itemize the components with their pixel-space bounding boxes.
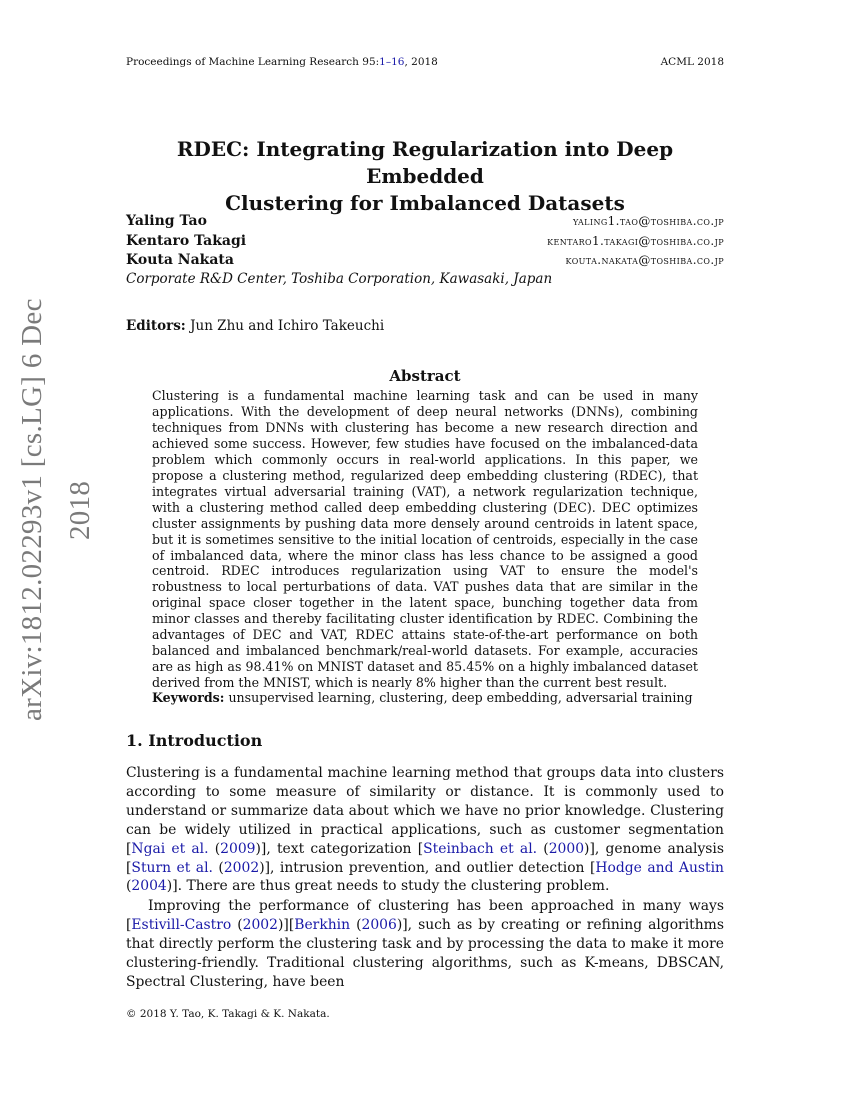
citation-link[interactable]: Sturn et al. — [131, 859, 213, 876]
citation-year-link[interactable]: 2009 — [220, 840, 256, 857]
editors-line — [126, 318, 384, 334]
citation-link[interactable]: Berkhin — [294, 916, 351, 933]
author-name: Kentaro Takagi — [126, 233, 247, 249]
citation-year-link[interactable]: 2002 — [242, 916, 278, 933]
author-name: Kouta Nakata — [126, 252, 234, 268]
running-header-left: Proceedings of Machine Learning Research 95:1–16, 2018 — [126, 56, 438, 68]
editors-names: Jun Zhu and Ichiro Takeuchi — [190, 318, 385, 334]
author-email[interactable]: kouta.nakata@toshiba.co.jp — [565, 253, 724, 267]
author-email[interactable]: kentaro1.takagi@toshiba.co.jp — [547, 234, 724, 248]
citation-link[interactable]: Hodge and Austin — [595, 859, 724, 876]
keywords-text: unsupervised learning, clustering, deep embedding, adversarial training — [228, 690, 693, 705]
author-row — [126, 252, 724, 271]
intro-paragraph-2: Improving the performance of clustering has been approached in many ways [Estivill-Castro (2002)][Berkhin (2006)], such as by creating or refining algorithms that directly perform the clustering task and by processing the data to make it more clustering-friendly. Traditional clustering algorithms, such as K-means, DBSCAN, Spectral Clustering, have been — [126, 898, 724, 990]
paper-title — [126, 136, 724, 217]
citation-year-link[interactable]: 2006 — [361, 916, 397, 933]
abstract-text: Clustering is a fundamental machine learning task and can be used in many applications. With the development of deep neural networks (DNNs), combining techniques from DNNs with clustering has become a new research direction and achieved some success. However, few studies have focused on the imbalanced-data problem which commonly occurs in real-world applications. In this paper, we propose a clustering method, regularized deep embedding clustering (RDEC), that integrates virtual adversarial training (VAT), a network regularization technique, with a clustering method called deep embedding clustering (DEC). DEC optimizes cluster assignments by pushing data more densely around centroids in latent space, but it is sometimes sensitive to the initial location of centroids, especially in the case of imbalanced data, where the minor class has less chance to be assigned a good centroid. RDEC introduces regularization using VAT to ensure the model's robustness to local perturbations of data. VAT pushes data that are similar in the original space closer together in the latent space, bunching together data from minor classes and thereby facilitating cluster identification by RDEC. Combining the advantages of DEC and VAT, RDEC attains state-of-the-art performance on both balanced and imbalanced benchmark/real-world datasets. For example, accuracies are as high as 98.41% on MNIST dataset and 85.45% on a highly imbalanced dataset derived from the MNIST, which is nearly 8% higher than the current best result. — [152, 388, 698, 691]
author-row — [126, 233, 724, 252]
running-header-right: ACML 2018 — [660, 56, 724, 68]
keywords-label: Keywords: — [152, 690, 225, 705]
page-range-link[interactable]: 1–16 — [379, 56, 405, 68]
citation-link[interactable]: Estivill-Castro — [131, 916, 232, 933]
author-row — [126, 213, 724, 232]
title-line-2: Clustering for Imbalanced Datasets — [225, 191, 625, 215]
copyright-footer: © 2018 Y. Tao, K. Takagi & K. Nakata. — [126, 1008, 330, 1020]
editors-label: Editors: — [126, 318, 186, 334]
author-name: Yaling Tao — [126, 213, 207, 229]
intro-paragraph-1: Clustering is a fundamental machine learning method that groups data into clusters according to some measure of similarity or distance. It is commonly used to understand or summarize data about which we have no prior knowledge. Clustering can be widely utilized in practical applications, such as customer segmentation [Ngai et al. (2009)], text categorization [Steinbach et al. (2000)], genome analysis [Sturn et al. (2002)], intrusion prevention, and outlier detection [Hodge and Austin (2004)]. There are thus great needs to study the clustering problem. — [126, 765, 724, 895]
citation-year-link[interactable]: 2002 — [223, 859, 260, 876]
citation-year-link[interactable]: 2004 — [131, 878, 167, 895]
citation-link[interactable]: Ngai et al. — [131, 840, 209, 857]
abstract-heading: Abstract — [389, 367, 461, 385]
citation-year-link[interactable]: 2000 — [548, 840, 585, 857]
title-line-1: RDEC: Integrating Regularization into Deep Embedded — [176, 137, 674, 188]
keywords-line — [152, 690, 698, 705]
citation-link[interactable]: Steinbach et al. — [423, 840, 538, 857]
affiliation: Corporate R&D Center, Toshiba Corporation, Kawasaki, Japan — [126, 271, 553, 287]
author-email[interactable]: yaling1.tao@toshiba.co.jp — [572, 214, 724, 228]
section-heading: 1. Introduction — [126, 731, 263, 750]
arxiv-stamp: arXiv:1812.02293v1 [cs.LG] 6 Dec 2018 — [16, 298, 96, 722]
